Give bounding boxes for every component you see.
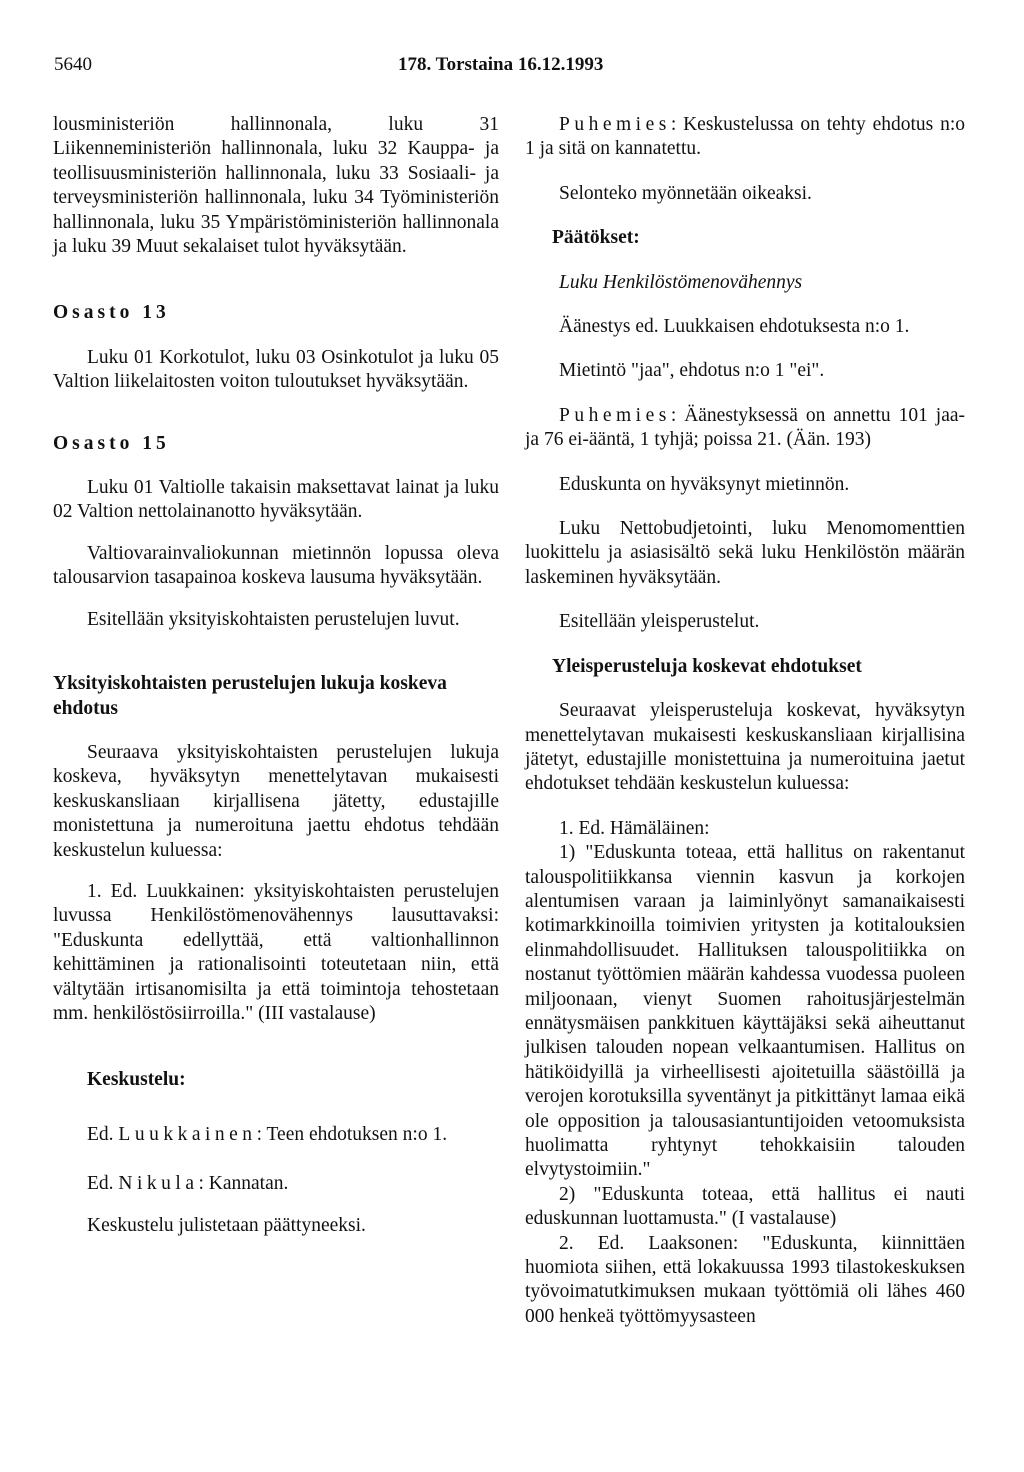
paragraph: lousministeriön hallinnonala, luku 31 Liikenneministeriön hallinnonala, luku 32 Kauppa- ja teollisuusministeriön hallinnonala, luku 33 Sosiaali- ja terveysministeriön hallinnonala, luku 34 Työministeriön hallinnonala, luku 35 Ympäristöministeriön hallinnonala ja luku 39 Muut sekalaiset tulot hyväksytään. <box>53 114 499 258</box>
paragraph <box>53 1123 499 1147</box>
section-heading: Osasto 13 <box>53 302 170 324</box>
paragraph: Mietintö "jaa", ehdotus n:o 1 "ei". <box>559 360 825 382</box>
paragraph <box>525 113 965 162</box>
paragraph: 1) "Eduskunta toteaa, että hallitus on rakentanut talouspolitiikkansa viennin kasvun ja korkojen alentumisen varaan ja laiminlyönyt samanaikaisesti kotimarkkinoilla toimivien yritysten ja kotitalouksien elinmahdollisuudet. Hallituksen talouspolitiikka on nostanut työttömien määrän kahdessa vuodessa puoleen miljoonaan, vienyt Suomen rahoitusjärjestelmän ennätysmäisen pankkituen käyttäjäksi sekä aiheuttanut julkisen talouden nopean velkaantumisen. Hallitus on hätiköidyillä ja virheellisesti ajoitetuilla säästöillä ja verojen korotuksilla syventänyt ja pitkittänyt lamaa eikä ole opposition ja talousasiantuntijoiden vetoomuksista huolimatta ryhtynyt tehokkaisiin talouden elvytystoimiin." <box>525 842 965 1181</box>
paragraph: Keskustelu julistetaan päättyneeksi. <box>87 1214 366 1236</box>
subsection-heading: Päätökset: <box>552 227 640 249</box>
left-column <box>53 113 499 1238</box>
paragraph: Luku 01 Korkotulot, luku 03 Osinkotulot ja luku 05 Valtion liikelaitosten voiton tuloutukset hyväksytään. <box>53 346 499 393</box>
running-head: 178. Torstaina 16.12.1993 <box>398 54 604 75</box>
paragraph: Äänestys ed. Luukkaisen ehdotuksesta n:o 1. <box>559 316 910 338</box>
paragraph: Seuraava yksityiskohtaisten perustelujen lukuja koskeva, hyväksytyn menettelytavan mukaisesti keskuskansliaan kirjallisena jätetty, edustajille monistettuna ja numeroituna jaettu ehdotus tehdään keskustelun kuluessa: <box>53 741 499 861</box>
speech: : Keskustelussa on tehty ehdotus n:o 1 ja sitä on kannatettu. <box>525 114 965 160</box>
speech: : Kannatan. <box>198 1173 289 1195</box>
paragraph: Luku Henkilöstömenovähennys <box>559 271 803 293</box>
paragraph: Eduskunta on hyväksynyt mietinnön. <box>559 473 850 495</box>
paragraph: 2) "Eduskunta toteaa, että hallitus ei nauti eduskunnan luottamusta." (I vastalause) <box>525 1183 965 1230</box>
prefix: Ed. <box>87 1173 119 1195</box>
speech: : Äänestyksessä on annettu 101 jaa- ja 76 ei-ääntä, 1 tyhjä; poissa 21. (Ään. 193) <box>525 404 965 451</box>
speaker-name: Luukkainen <box>118 1123 257 1145</box>
paragraph: Seuraavat yleisperusteluja koskevat, hyväksytyn menettelytavan mukaisesti keskuskansliaan kirjallisina jätetyt, edustajille monistettuina ja numeroituina jaetut ehdotukset tehdään keskustelun kuluessa: <box>525 700 965 795</box>
speaker-name: Puhemies <box>559 404 671 426</box>
speaker-name: Nikula <box>118 1173 199 1195</box>
paragraph: Valtiovarainvaliokunnan mietinnön lopussa oleva talousarvion tasapainoa koskeva lausuma hyväksytään. <box>53 542 499 589</box>
page-number: 5640 <box>54 54 92 75</box>
paragraph: 1. Ed. Hämäläinen: <box>559 817 710 839</box>
speaker-name: Puhemies <box>559 114 671 135</box>
subsection-heading: Keskustelu: <box>87 1069 186 1091</box>
section-heading: Osasto 15 <box>53 432 170 454</box>
paragraph: Esitellään yksityiskohtaisten perustelujen luvut. <box>87 608 460 630</box>
subsection-heading: Yksityiskohtaisten perustelujen lukuja koskeva ehdotus <box>53 673 447 719</box>
paragraph: 2. Ed. Laaksonen: "Eduskunta, kiinnittäen huomiota siihen, että lokakuussa 1993 tilastokeskuksen työvoimatutkimuksen mukaan työttömiä oli lähes 460 000 henkeä työttömyysasteen <box>525 1232 965 1327</box>
paragraph: Luku Nettobudjetointi, luku Menomomenttien luokittelu ja asiasisältö sekä luku Henkilöstön määrän laskeminen hyväksytään. <box>525 518 965 588</box>
paragraph <box>525 404 965 453</box>
paragraph: Luku 01 Valtiolle takaisin maksettavat lainat ja luku 02 Valtion nettolainanotto hyväksytään. <box>53 477 499 523</box>
paragraph: Selonteko myönnetään oikeaksi. <box>559 182 812 204</box>
paragraph: Esitellään yleisperustelut. <box>559 611 760 633</box>
speech: : Teen ehdotuksen n:o 1. <box>256 1123 448 1145</box>
paragraph: 1. Ed. Luukkainen: yksityiskohtaisten perustelujen luvussa Henkilöstömenovähennys lausuttavaksi: "Eduskunta edellyttää, että valtionhallinnon kehittäminen ja rationalisointi toteutetaan niin, että vältytään irtisanomisilta ja että toimintoja tehostetaan mm. henkilöstösiirroilla." (III vastalause) <box>53 880 499 1024</box>
prefix: Ed. <box>87 1123 119 1145</box>
right-column <box>525 113 965 1329</box>
subsection-heading: Yleisperusteluja koskevat ehdotukset <box>552 655 862 677</box>
paragraph <box>53 1172 499 1196</box>
